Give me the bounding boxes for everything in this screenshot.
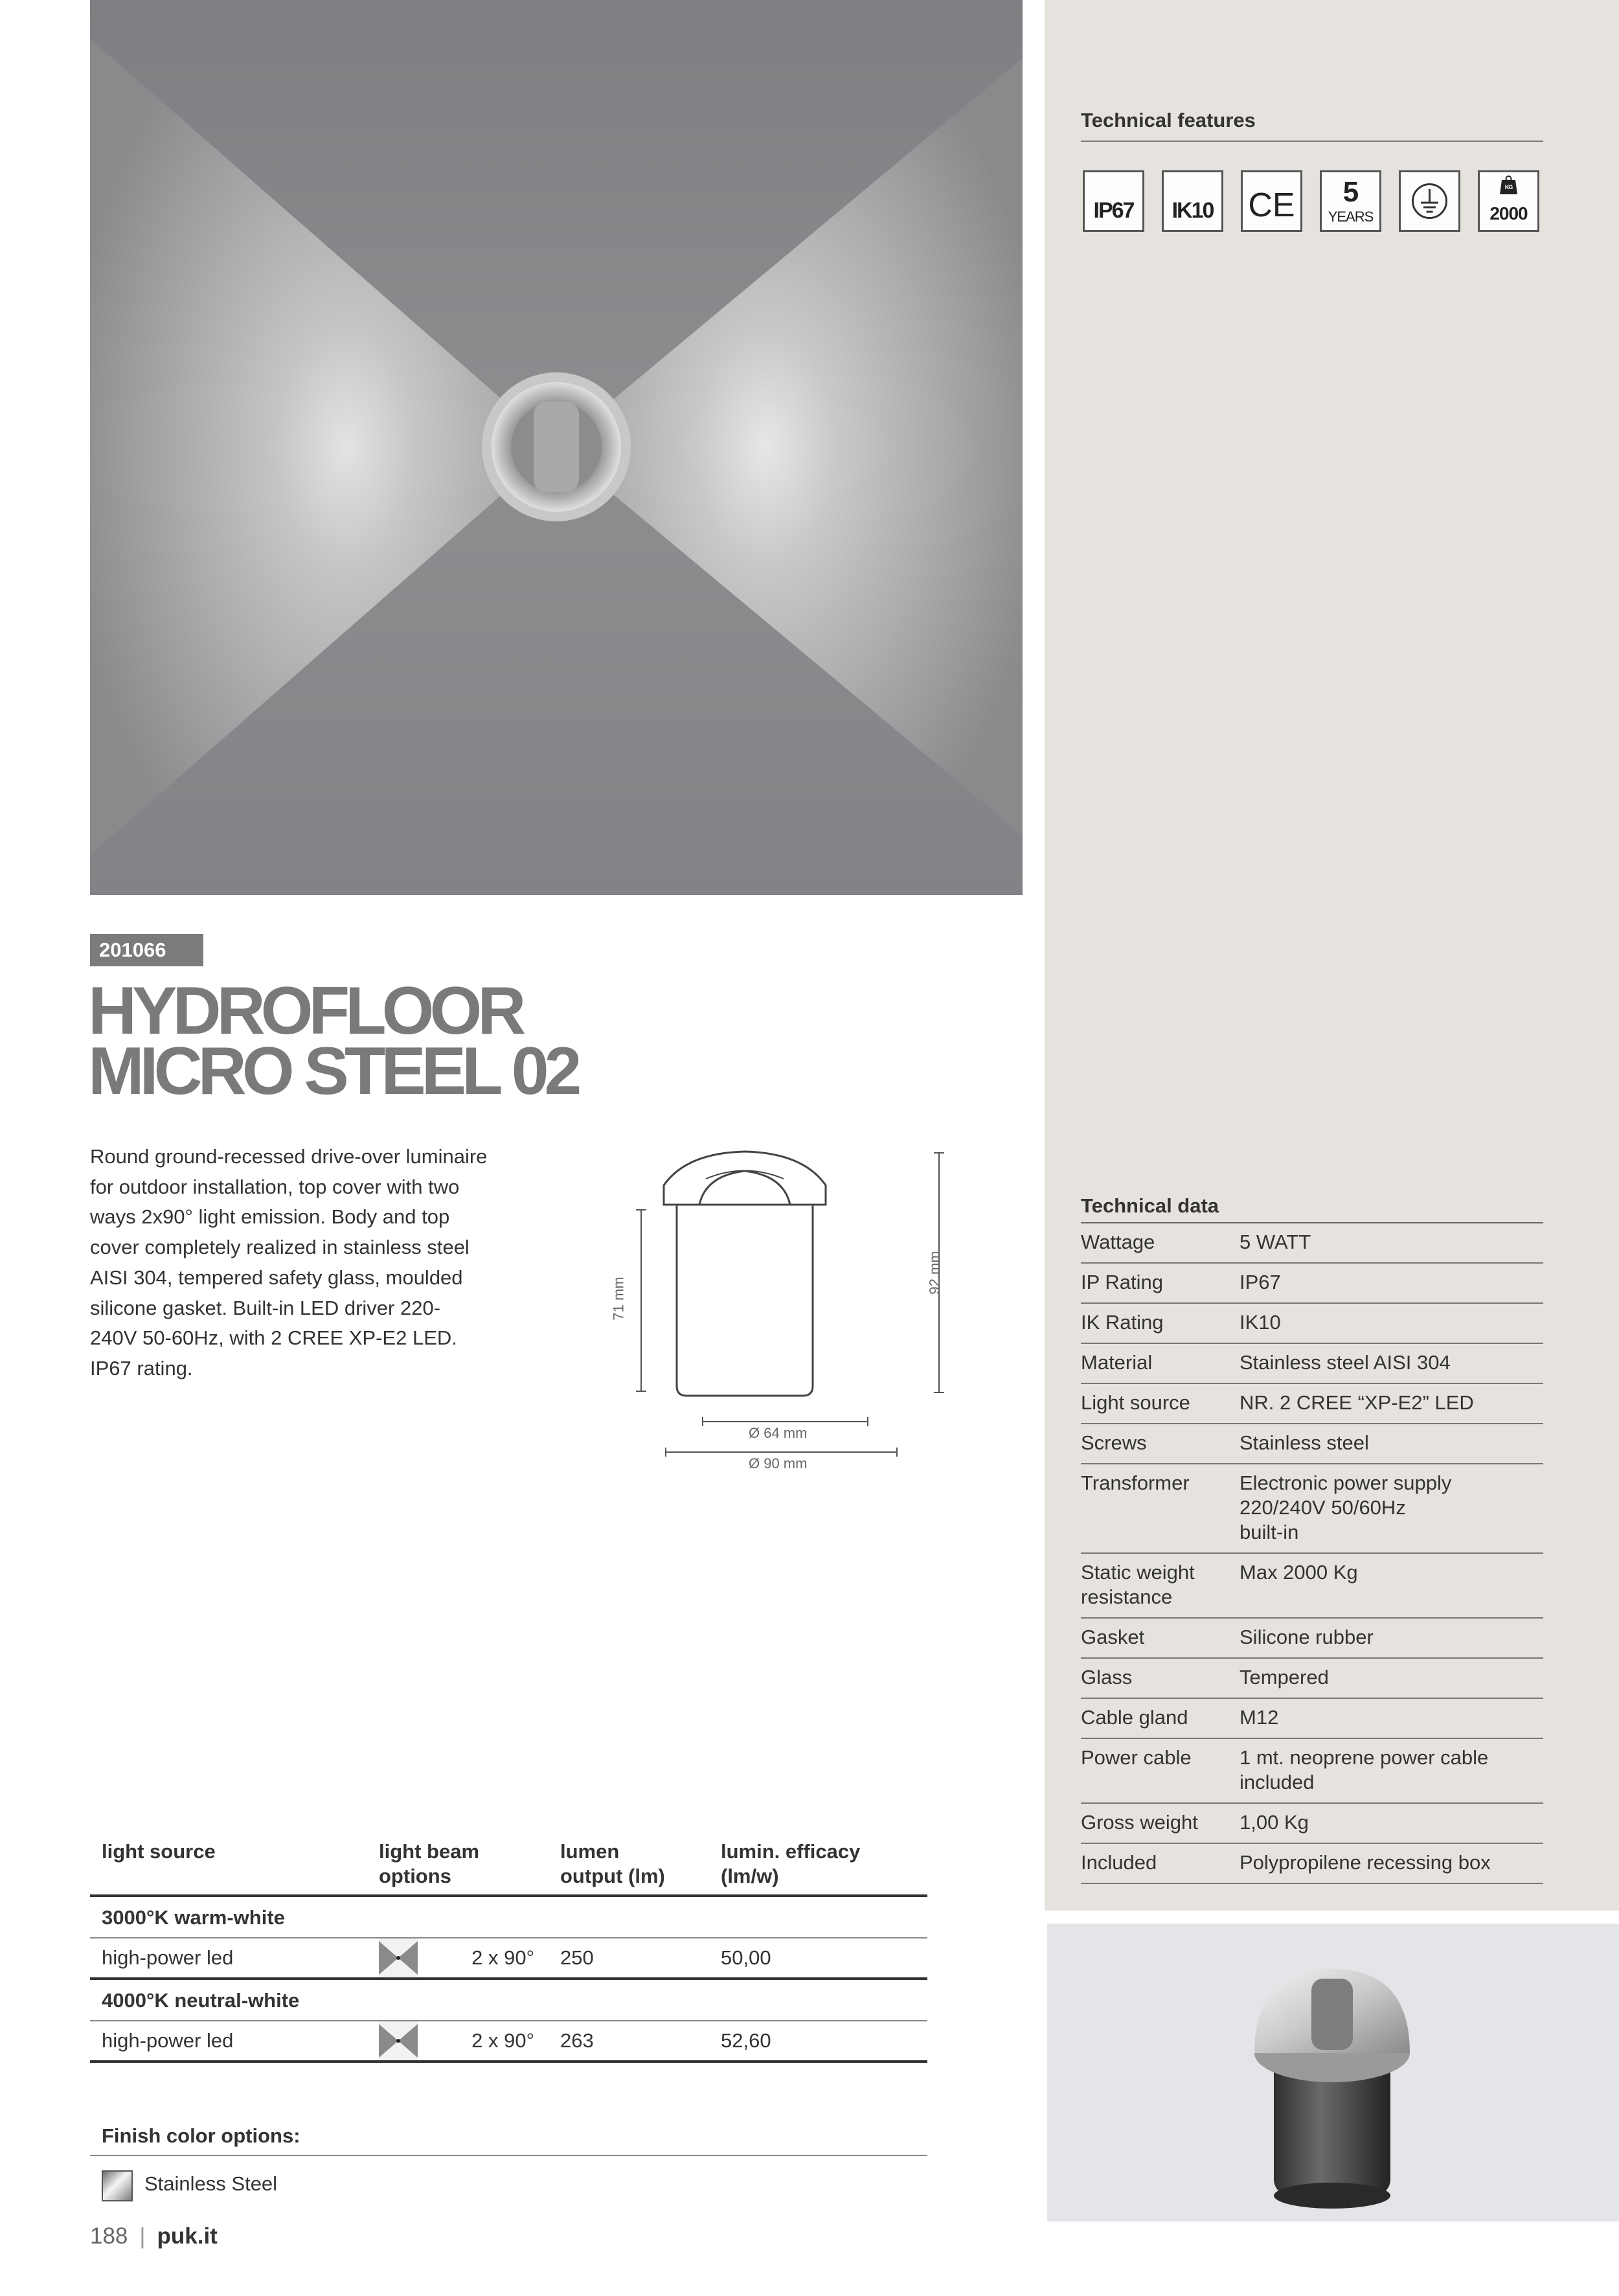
product-title-line2: MICRO STEEL 02 [88, 1034, 578, 1109]
row-value: NR. 2 CREE “XP-E2” LED [1240, 1391, 1474, 1414]
lumen-cell: 250 [560, 1946, 594, 1969]
row-key: Wattage [1081, 1231, 1155, 1253]
dimension-diameter-body: Ø 64 mm [749, 1425, 808, 1441]
light-options-table [90, 1839, 927, 2063]
light-source-cell: high-power led [102, 1946, 234, 1969]
technical-features-title: Technical features [1081, 109, 1256, 131]
row-value: 5 WATT [1240, 1231, 1311, 1253]
group-label: 3000°K warm-white [90, 1897, 927, 1938]
table-row [1081, 1223, 1543, 1264]
row-value: IK10 [1240, 1311, 1281, 1334]
table-row [1081, 1304, 1543, 1344]
table-row [1081, 1344, 1543, 1384]
table-row [1081, 1464, 1543, 1554]
header-light-beam: light beam options [379, 1840, 480, 1887]
row-key: Cable gland [1081, 1706, 1188, 1729]
product-description: Round ground-recessed drive-over luminaire for outdoor installation, top cover with two ways 2x90° light emission. Body and top cover completely realized in stainless steel AISI 304, tempered safety glass, moulded silicone gasket. Built-in LED driver 220- 240V 50-60Hz, with 2 CREE XP-E2 LED. IP67 rating. [90, 1145, 488, 1380]
table-row [90, 1938, 927, 1980]
group-label: 4000°K neutral-white [90, 1980, 927, 2021]
row-key: IP Rating [1081, 1271, 1163, 1293]
table-row [1081, 1804, 1543, 1844]
row-value: IP67 [1240, 1271, 1281, 1293]
row-key: Transformer [1081, 1472, 1190, 1494]
table-row [1081, 1264, 1543, 1304]
finish-option-label: Stainless Steel [144, 2172, 278, 2195]
row-value: Silicone rubber [1240, 1626, 1374, 1648]
beam-2x90-icon [379, 1938, 418, 1977]
beam-value: 2 x 90° [471, 1946, 534, 1969]
efficacy-cell: 50,00 [721, 1946, 771, 1969]
dimension-height-total: 92 mm [926, 1251, 943, 1295]
row-value: Electronic power supply 220/240V 50/60Hz built-in [1240, 1472, 1452, 1543]
technical-drawing [609, 1140, 952, 1496]
row-value: Max 2000 Kg [1240, 1561, 1358, 1584]
row-value: Tempered [1240, 1666, 1329, 1688]
product-title-line1: HYDROFLOOR [88, 973, 522, 1049]
technical-data-table [1081, 1222, 1543, 1884]
warranty-icon: 5 YEARS [1320, 170, 1381, 232]
dimension-diameter-top: Ø 90 mm [749, 1455, 808, 1472]
table-row [90, 2021, 927, 2063]
ce-mark-icon: CE [1241, 170, 1302, 232]
light-source-cell: high-power led [102, 2029, 234, 2052]
row-value: 1 mt. neoprene power cable included [1240, 1746, 1489, 1793]
beam-2x90-icon [379, 2021, 418, 2060]
row-value: M12 [1240, 1706, 1279, 1729]
row-key: Gasket [1081, 1626, 1145, 1648]
website-link[interactable]: puk.it [157, 2223, 218, 2249]
table-row [1081, 1699, 1543, 1739]
table-row [1081, 1739, 1543, 1804]
page-footer [90, 2223, 218, 2249]
row-key: Screws [1081, 1431, 1147, 1454]
table-row [1081, 1844, 1543, 1884]
table-row [1081, 1384, 1543, 1424]
row-key: Material [1081, 1351, 1153, 1374]
finish-divider [90, 2155, 927, 2156]
table-row [1081, 1659, 1543, 1699]
page-number: 188 [90, 2223, 128, 2249]
row-value: Stainless steel [1240, 1431, 1369, 1454]
row-value: Stainless steel AISI 304 [1240, 1351, 1451, 1374]
static-weight-icon: KG 2000 [1478, 170, 1539, 232]
footer-separator: | [139, 2223, 146, 2249]
row-key: IK Rating [1081, 1311, 1164, 1334]
row-value: 1,00 Kg [1240, 1811, 1309, 1834]
row-key: Power cable [1081, 1746, 1192, 1769]
stainless-steel-swatch [102, 2170, 133, 2201]
technical-data-title: Technical data [1081, 1194, 1219, 1217]
table-header [90, 1839, 927, 1897]
header-efficacy: lumin. efficacy (lm/w) [721, 1840, 861, 1887]
ground-icon [1399, 170, 1460, 232]
dimension-height-body: 71 mm [610, 1277, 627, 1321]
product-photo [1047, 1924, 1619, 2222]
row-value: Polypropilene recessing box [1240, 1851, 1491, 1874]
table-row [1081, 1554, 1543, 1619]
product-title [88, 973, 578, 1109]
ik10-icon: IK10 [1162, 170, 1223, 232]
row-key: Included [1081, 1851, 1157, 1874]
row-key: Light source [1081, 1391, 1190, 1414]
table-row [1081, 1619, 1543, 1659]
row-key: Gross weight [1081, 1811, 1198, 1834]
technical-features-icons [1083, 170, 1539, 232]
beam-cell [379, 2021, 560, 2060]
ip67-icon: IP67 [1083, 170, 1144, 232]
technical-features-divider [1081, 141, 1543, 142]
table-row [1081, 1424, 1543, 1464]
lumen-cell: 263 [560, 2029, 594, 2052]
beam-cell [379, 1938, 560, 1977]
finish-title: Finish color options: [102, 2124, 300, 2147]
header-lumen-output: lumen output (lm) [560, 1840, 665, 1887]
product-code-badge: 201066 [90, 934, 203, 966]
efficacy-cell: 52,60 [721, 2029, 771, 2052]
row-key: Glass [1081, 1666, 1133, 1688]
product-hero-photo [90, 0, 1023, 895]
row-key: Static weight resistance [1081, 1561, 1195, 1608]
beam-value: 2 x 90° [471, 2029, 534, 2052]
header-light-source: light source [102, 1840, 216, 1863]
